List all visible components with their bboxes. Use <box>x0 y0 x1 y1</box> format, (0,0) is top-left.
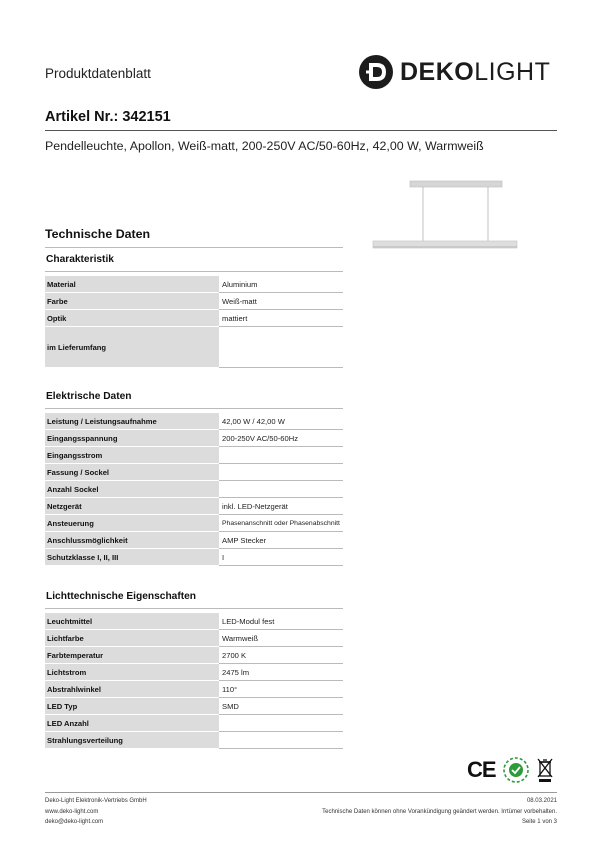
article-number: Artikel Nr.: 342151 <box>45 109 171 125</box>
website-link[interactable]: www.deko-light.com <box>45 808 99 815</box>
section-divider <box>45 271 343 272</box>
section-divider <box>45 608 343 609</box>
product-image <box>370 178 520 258</box>
spec-value: Aluminium <box>219 276 343 293</box>
table-row <box>45 447 343 464</box>
document-type-label: Produktdatenblatt <box>45 66 151 81</box>
table-row <box>45 515 343 532</box>
spec-key: LED Typ <box>45 698 219 715</box>
spec-key: Leistung / Leistungsaufnahme <box>45 413 219 430</box>
weee-bin-icon <box>536 757 554 783</box>
table-row <box>45 647 343 664</box>
disclaimer: Technische Daten können ohne Vorankündigung geändert werden. Irrtümer vorbehalten. <box>322 808 557 815</box>
spec-value <box>219 327 343 368</box>
table-row <box>45 698 343 715</box>
table-row <box>45 613 343 630</box>
ce-mark-icon: CE <box>467 757 496 782</box>
technical-data-heading: Technische Daten <box>45 227 151 241</box>
spec-value: LED-Modul fest <box>219 613 343 630</box>
table-row <box>45 732 343 749</box>
table-row <box>45 681 343 698</box>
table-row <box>45 310 343 327</box>
spec-table <box>45 276 343 368</box>
section-charakteristik <box>45 253 343 368</box>
spec-value: AMP Stecker <box>219 532 343 549</box>
table-row <box>45 464 343 481</box>
spec-value: mattiert <box>219 310 343 327</box>
spec-value: Warmweiß <box>219 630 343 647</box>
footer-divider <box>45 792 557 793</box>
spec-value: 42,00 W / 42,00 W <box>219 413 343 430</box>
brand-logo <box>358 54 550 90</box>
spec-key: Lichtfarbe <box>45 630 219 647</box>
document-date: 08.03.2021 <box>526 798 557 804</box>
technical-data-divider <box>45 247 343 248</box>
spec-key: Anzahl Sockel <box>45 481 219 498</box>
page-number: Seite 1 von 3 <box>521 819 557 825</box>
spec-key: Eingangsspannung <box>45 430 219 447</box>
table-row <box>45 549 343 566</box>
spec-key: Abstrahlwinkel <box>45 681 219 698</box>
spec-key: Netzgerät <box>45 498 219 515</box>
company-name: Deko-Light Elektronik-Vertriebs GmbH <box>45 798 147 804</box>
section-title: Lichttechnische Eigenschaften <box>46 591 197 602</box>
spec-value: inkl. LED-Netzgerät <box>219 498 343 515</box>
section-lichttechnische-eigenschaften <box>45 590 343 749</box>
section-title: Charakteristik <box>46 254 114 265</box>
spec-value: I <box>219 549 343 566</box>
deko-logo-icon <box>358 54 394 90</box>
spec-value <box>219 715 343 732</box>
table-row <box>45 498 343 515</box>
spec-key: Lichtstrom <box>45 664 219 681</box>
spec-value: 2700 K <box>219 647 343 664</box>
footer-meta <box>322 796 557 828</box>
spec-key: Leuchtmittel <box>45 613 219 630</box>
spec-key: Strahlungsverteilung <box>45 732 219 749</box>
green-energy-icon <box>502 756 530 784</box>
spec-key: Eingangsstrom <box>45 447 219 464</box>
table-row <box>45 630 343 647</box>
section-elektrische-daten <box>45 390 343 566</box>
table-row <box>45 481 343 498</box>
spec-key: Farbe <box>45 293 219 310</box>
brand-name: DEKOLIGHT <box>400 58 551 86</box>
spec-table <box>45 613 343 749</box>
spec-value <box>219 732 343 749</box>
spec-value <box>219 464 343 481</box>
table-row <box>45 413 343 430</box>
spec-key: im Lieferumfang <box>45 327 219 368</box>
spec-key: Anschlussmöglichkeit <box>45 532 219 549</box>
spec-value: Weiß-matt <box>219 293 343 310</box>
header-divider <box>45 130 557 131</box>
section-divider <box>45 408 343 409</box>
spec-value: 200-250V AC/50-60Hz <box>219 430 343 447</box>
spec-key: Farbtemperatur <box>45 647 219 664</box>
email-link[interactable]: deko@deko-light.com <box>45 819 104 825</box>
certification-marks <box>467 756 554 784</box>
table-row <box>45 276 343 293</box>
spec-value <box>219 447 343 464</box>
table-row <box>45 293 343 310</box>
spec-key: LED Anzahl <box>45 715 219 732</box>
spec-key: Fassung / Sockel <box>45 464 219 481</box>
table-row <box>45 664 343 681</box>
table-row <box>45 327 343 368</box>
table-row <box>45 430 343 447</box>
spec-value <box>219 481 343 498</box>
spec-key: Schutzklasse I, II, III <box>45 549 219 566</box>
footer-company-info <box>45 796 147 828</box>
spec-key: Ansteuerung <box>45 515 219 532</box>
table-row <box>45 532 343 549</box>
spec-table <box>45 413 343 566</box>
spec-key: Optik <box>45 310 219 327</box>
spec-key: Material <box>45 276 219 293</box>
section-title: Elektrische Daten <box>46 391 132 402</box>
table-row <box>45 715 343 732</box>
spec-value: 2475 lm <box>219 664 343 681</box>
spec-value: Phasenanschnitt oder Phasenabschnitt <box>219 515 343 532</box>
article-description: Pendelleuchte, Apollon, Weiß-matt, 200-250V AC/50-60Hz, 42,00 W, Warmweiß <box>45 139 484 153</box>
spec-value: SMD <box>219 698 343 715</box>
spec-value: 110° <box>219 681 343 698</box>
